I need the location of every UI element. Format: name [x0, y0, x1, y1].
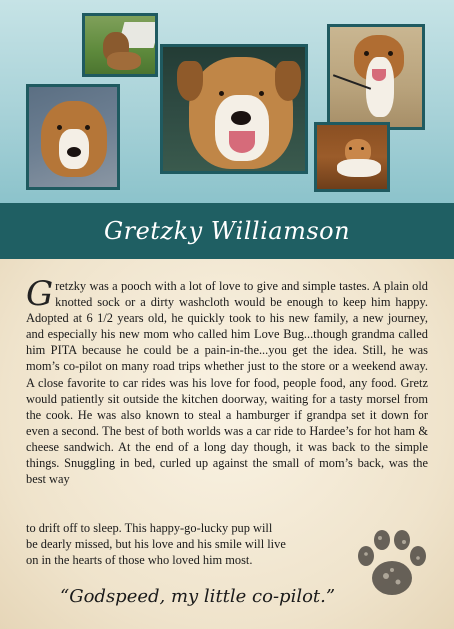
paw-print-icon [350, 520, 434, 606]
photo-dog-portrait-left [26, 84, 120, 190]
title-banner [0, 203, 454, 259]
photo-dog-smiling-center [160, 44, 308, 174]
closing-quote: “Godspeed, my little co-pilot.” [60, 586, 336, 607]
photo-dog-lying-down [314, 122, 390, 192]
photo-dog-on-leash [327, 24, 425, 130]
drop-cap: G [26, 274, 54, 314]
story-closing-lines [26, 520, 326, 568]
photo-dog-on-chair [82, 13, 158, 77]
photo-collage [0, 0, 454, 203]
page-title: Gretzky Williamson [103, 217, 351, 245]
story-tail-line-3: on in the hearts of those who loved him most. [26, 553, 253, 568]
story-tail-line-2: be dearly missed, but his love and his smile will live [26, 537, 286, 552]
story-main-text: retzky was a pooch with a lot of love to give and simple tastes. A plain old knotted sock or a dirty washcloth would be enough to keep him happy. Adopted at 6 1/2 years old, he quickly took to his new family, a new journey, and especially his new mom who called him Love Bug...though grandma called him PITA because he could be a pain-in-the...you get the idea. Still, he was mom’s co-pilot on many road trips whether just to the store or a weekend away. A close favorite to car rides was his love for food, people food, any food. Gretz would patiently sit outside the kitchen doorway, waiting for a tasty morsel from the cook. He was also known to steal a hamburger if grandpa set it down for even a second. The best of both worlds was a car ride to Hardee’s for hot ham & cheese sandwich. At the end of a long day though, it was back to the simple things. Snuggling in bed, curled up against the small of mom’s back, was the best way [26, 279, 428, 487]
story-tail-line-1: to drift off to sleep. This happy-go-lucky pup will [26, 521, 273, 535]
story-paragraph [26, 274, 428, 487]
